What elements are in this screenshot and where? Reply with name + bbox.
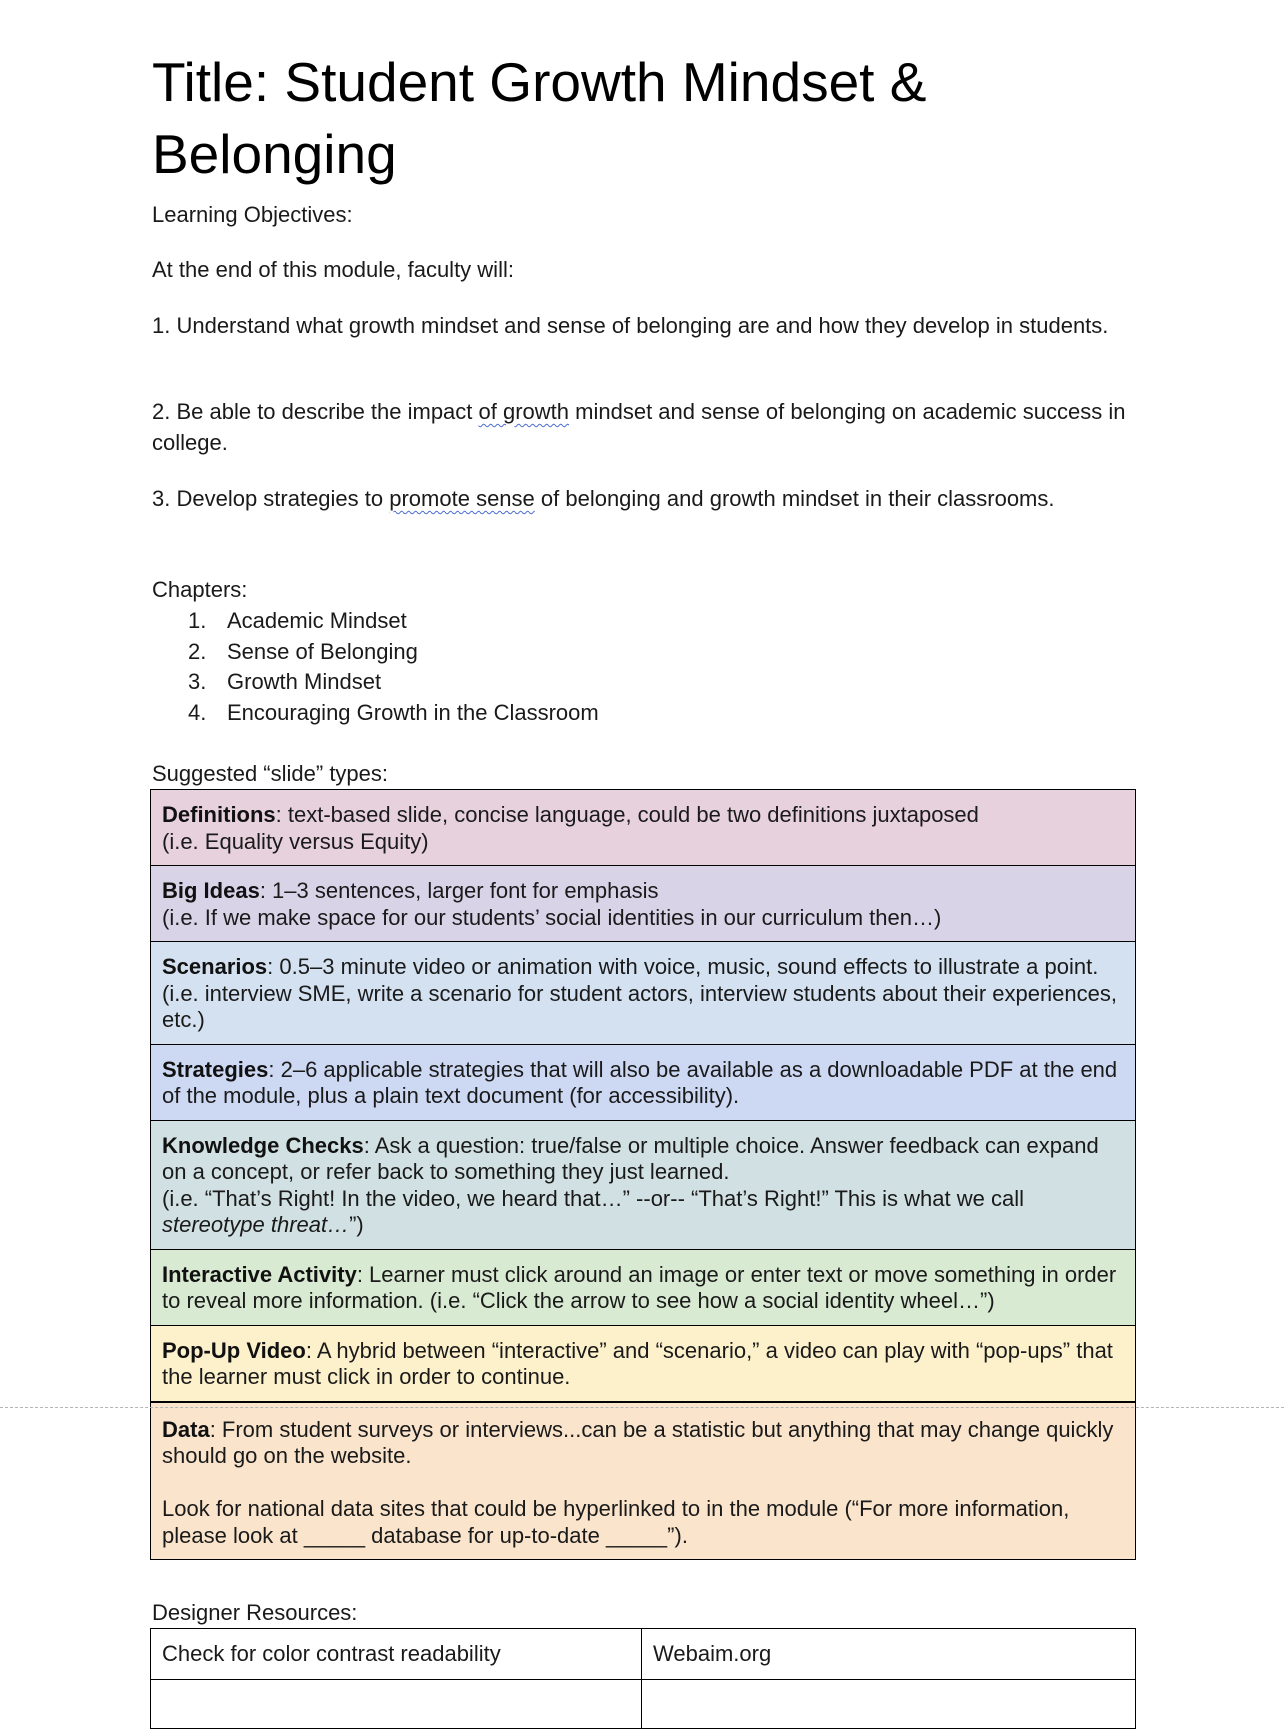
slide-type-knowledge-checks	[151, 1120, 1136, 1249]
slide-type-note: Look for national data sites that could be hyperlinked to in the module (“For more information, please look at _____ database for up-to-date _____”).	[162, 1496, 1070, 1548]
slide-type-pop-up-video	[151, 1325, 1136, 1402]
chapters-heading: Chapters:	[152, 577, 248, 602]
slide-type-desc: : 2–6 applicable strategies that will also be available as a downloadable PDF at the end of the module, plus a plain text document (for accessibility).	[162, 1056, 1118, 1108]
page-title: Title: Student Growth Mindset & Belonging	[152, 51, 927, 185]
list-item	[152, 667, 599, 698]
slide-type-example: (i.e. “That’s Right! In the video, we heard that…” --or-- “That’s Right!” This is what we call	[162, 1185, 1024, 1211]
list-number: 2.	[188, 638, 207, 664]
objective-1: 1. Understand what growth mindset and sense of belonging are and how they develop in students.	[152, 313, 1109, 338]
slide-type-term: Strategies	[162, 1056, 269, 1082]
table-row	[151, 1680, 1136, 1729]
resources-heading: Designer Resources:	[152, 1600, 358, 1625]
slide-type-definitions	[151, 790, 1136, 866]
slide-type-example-end: ”)	[349, 1212, 364, 1237]
resource-description	[151, 1680, 642, 1729]
slide-type-scenarios	[151, 942, 1136, 1045]
resource-link	[642, 1680, 1136, 1729]
slide-type-example: (i.e. If we make space for our students’ social identities in our curriculum then…)	[162, 904, 942, 930]
spelling-mark[interactable]: promote sense	[389, 486, 535, 511]
slide-type-term: Pop-Up Video	[162, 1337, 306, 1363]
objective-2-text-end: mindset and sense of belonging on academic success in college.	[152, 399, 1126, 455]
resource-description: Check for color contrast readability	[151, 1629, 642, 1680]
slide-type-example-italic: stereotype threat…	[162, 1212, 350, 1237]
slide-types-heading: Suggested “slide” types:	[152, 761, 389, 786]
spelling-mark[interactable]: of growth	[478, 399, 570, 424]
slide-type-term: Big Ideas	[162, 878, 260, 903]
list-number: 4.	[188, 699, 207, 725]
objective-2	[152, 396, 1136, 458]
resources-table	[150, 1628, 1136, 1729]
table-row	[151, 1629, 1136, 1680]
slide-type-term: Knowledge Checks	[162, 1132, 364, 1158]
list-number: 3.	[188, 669, 207, 694]
objective-3-text-end: of belonging and growth mindset in their classrooms.	[534, 486, 1055, 511]
slide-type-interactive-activity	[151, 1249, 1136, 1325]
slide-type-example: (i.e. Equality versus Equity)	[162, 828, 429, 854]
slide-type-strategies	[151, 1044, 1136, 1120]
objective-3	[152, 483, 1136, 514]
slide-type-desc: : Ask a question: true/false or multiple choice. Answer feedback can expand on a concept, or refer back to something they just learned.	[162, 1132, 1099, 1184]
objective-2-text: 2. Be able to describe the impact	[152, 399, 479, 424]
chapter-label: Academic Mindset	[227, 608, 407, 633]
chapter-label: Sense of Belonging	[227, 638, 418, 664]
list-number: 1.	[188, 608, 207, 633]
slide-type-term: Scenarios	[162, 954, 268, 979]
slide-type-desc: : text-based slide, concise language, could be two definitions juxtaposed	[275, 802, 979, 827]
list-item	[152, 606, 599, 637]
slide-type-desc: : 0.5–3 minute video or animation with voice, music, sound effects to illustrate a point. (i.e. interview SME, write a scenario for student actors, interview students about their experiences, etc.)	[162, 954, 1117, 1032]
chapter-label: Growth Mindset	[227, 669, 382, 694]
slide-type-data	[151, 1402, 1136, 1560]
chapters-list	[152, 606, 599, 728]
page-break-line	[0, 1407, 1284, 1408]
slide-type-big-ideas	[151, 866, 1136, 942]
slide-type-term: Definitions	[162, 802, 276, 827]
objective-3-text: 3. Develop strategies to	[152, 486, 390, 511]
chapter-label: Encouraging Growth in the Classroom	[227, 699, 599, 725]
slide-types-table	[150, 789, 1136, 1560]
slide-type-desc: : Learner must click around an image or enter text or move something in order to reveal more information. (i.e. “Click the arrow to see how a social identity wheel…”)	[162, 1261, 1117, 1313]
resource-link[interactable]: Webaim.org	[642, 1629, 1136, 1680]
slide-type-term: Data	[162, 1416, 210, 1442]
slide-type-desc: : A hybrid between “interactive” and “scenario,” a video can play with “pop-ups” that the learner must click in order to continue.	[162, 1337, 1113, 1389]
slide-type-term: Interactive Activity	[162, 1261, 357, 1287]
objectives-heading: Learning Objectives:	[152, 202, 353, 227]
list-item	[152, 637, 599, 668]
list-item	[152, 698, 599, 729]
slide-type-desc: : 1–3 sentences, larger font for emphasis	[259, 878, 659, 903]
objectives-intro: At the end of this module, faculty will:	[152, 257, 514, 282]
slide-type-desc: : From student surveys or interviews...can be a statistic but anything that may change quickly should go on the website.	[162, 1416, 1114, 1468]
